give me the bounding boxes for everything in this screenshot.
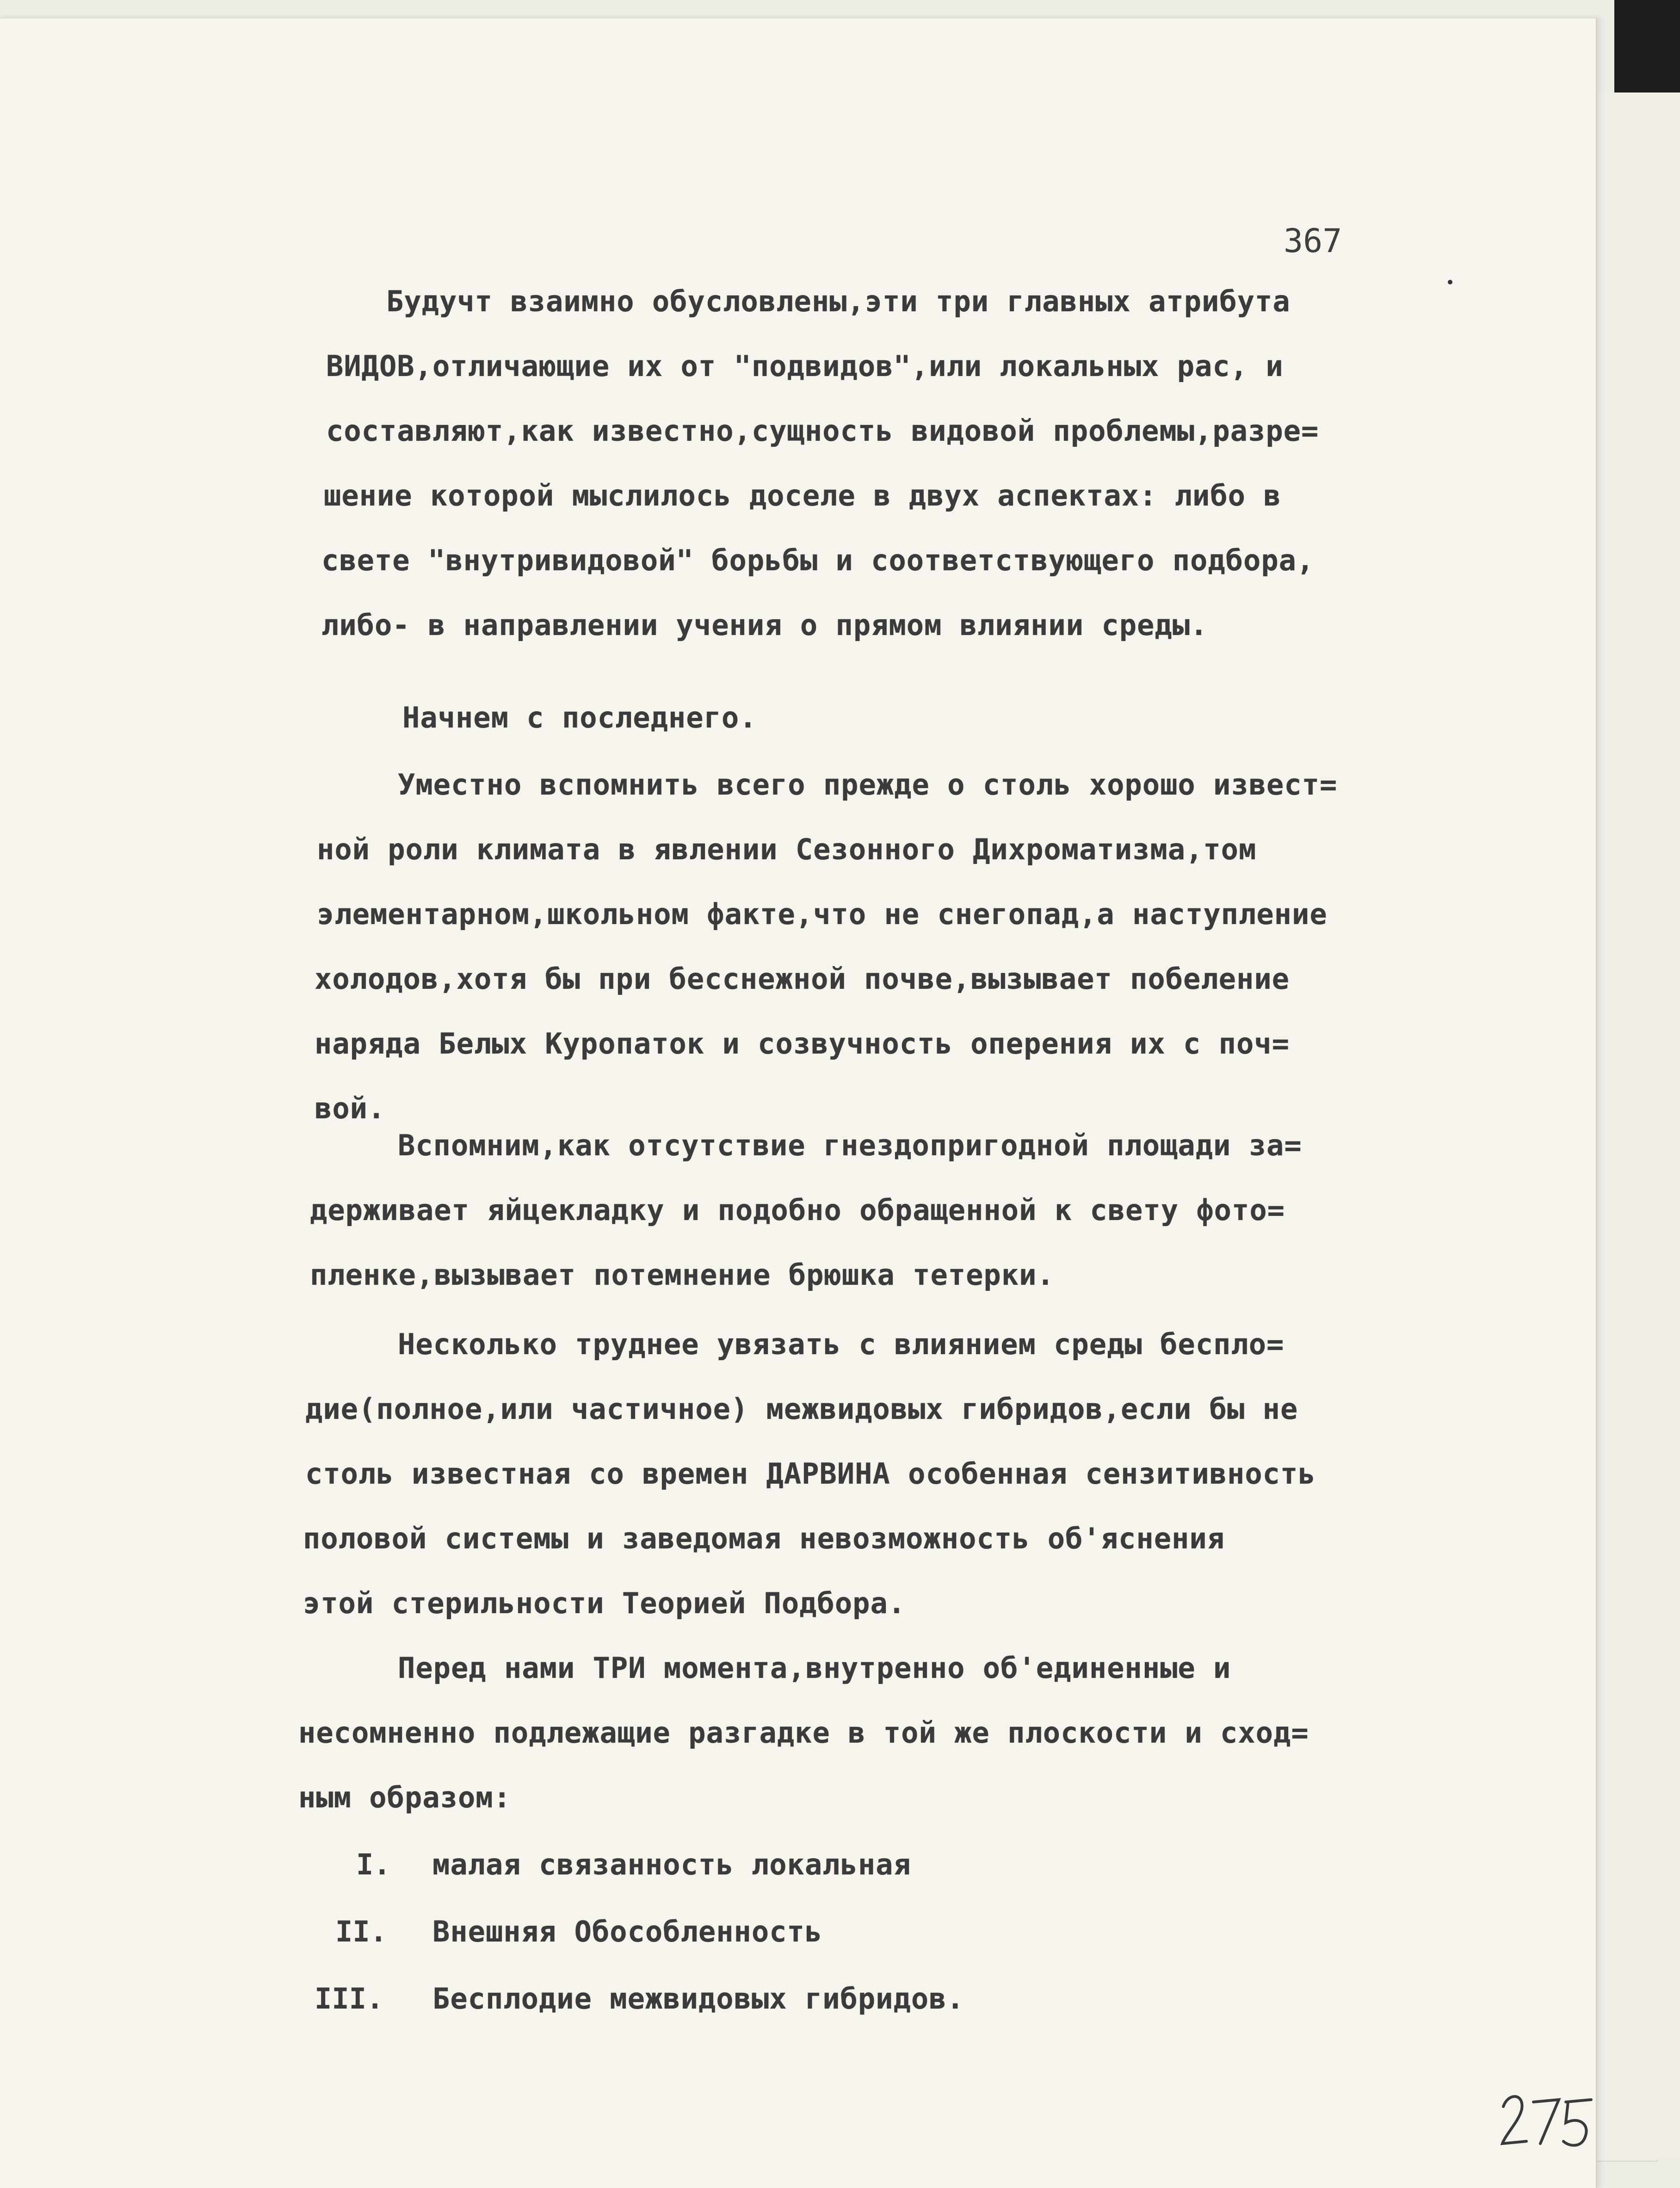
text-line: ВИДОВ,отличающие их от "подвидов",или локальных рас, и [326,349,1284,383]
text-line: элементарном,школьном факте,что не снегопад,а наступление [317,897,1328,931]
text-line: составляют,как известно,сущность видовой проблемы,разре= [326,414,1319,448]
text-line: Несколько труднее увязать с влиянием среды беспло= [398,1327,1285,1361]
page-number: 367 [1284,222,1342,260]
text-line: несомненно подлежащие разгадке в той же плоскости и сход= [298,1716,1309,1750]
text-line: либо- в направлении учения о прямом влиянии среды. [321,608,1208,642]
list-number: I. [356,1848,391,1881]
text-line: пленке,вызывает потемнение брюшка тетерки. [310,1258,1055,1292]
text-line: половой системы и заведомая невозможность об'яснения [303,1522,1225,1555]
list-item-text: Внешняя Обособленность [432,1915,823,1948]
text-line: Вспомним,как отсутствие гнездопригодной площади за= [398,1128,1302,1162]
ink-dot [1448,280,1452,284]
text-line: дие(полное,или частичное) межвидовых гибридов,если бы не [305,1392,1298,1426]
list-number: II. [335,1915,387,1948]
text-line: свете "внутривидовой" борьбы и соответствующего подбора, [321,543,1315,577]
text-line: держивает яйцекладку и подобно обращенной к свету фото= [310,1193,1285,1227]
text-line: этой стерильности Теорией Подбора. [303,1586,906,1620]
text-line: столь известная со времен ДАРВИНА особенная сензитивность [305,1457,1316,1491]
text-line: наряда Белых Куропаток и созвучность оперения их с поч= [315,1027,1290,1060]
list-item-text: Бесплодие межвидовых гибридов. [432,1982,964,2015]
text-line: ным образом: [298,1781,511,1814]
list-number: III. [315,1982,384,2015]
text-line: Будучт взаимно обусловлены,эти три главных атрибута [386,284,1291,318]
text-line: Уместно вспомнить всего прежде о столь хорошо извест= [398,768,1338,801]
text-line: Перед нами ТРИ момента,внутренно об'единенные и [398,1651,1231,1685]
list-item-text: малая связанность локальная [432,1848,911,1881]
text-line: шение которой мыслилось доселе в двух аспектах: либо в [324,479,1281,512]
handwritten-folio-number [1499,2088,1596,2153]
text-line: ной роли климата в явлении Сезонного Дихроматизма,том [317,832,1257,866]
scanner-dark-edge [1614,0,1680,106]
text-line: Начнем с последнего. [402,701,757,734]
typewritten-page [0,18,1597,2188]
text-line: вой. [315,1091,386,1125]
text-line: холодов,хотя бы при бесснежной почве,вызывает побеление [315,962,1290,996]
underlying-sheet-edge [1591,92,1680,2160]
